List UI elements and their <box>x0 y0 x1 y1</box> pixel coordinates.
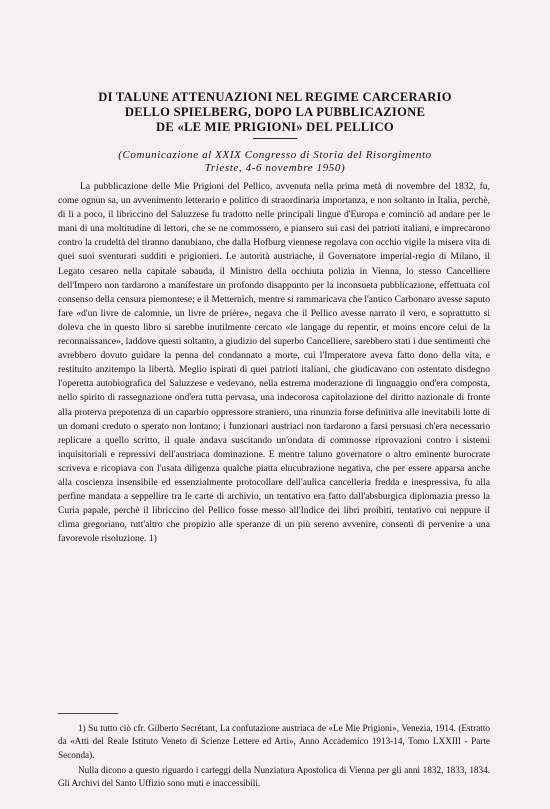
footnote-divider <box>58 713 118 714</box>
footnote-2: Nulla dicono a questo riguardo i carteggi della Nunziatura Apostolica di Vienna per gli anni 1832, 1833, 1834. Gli Archivi del Santo Uffizio sono muti e inaccessibili. <box>58 764 490 789</box>
footnotes-block <box>58 722 490 790</box>
subtitle-line-2: Trieste, 4-6 novembre 1950) <box>204 162 346 174</box>
title-line-1: DI TALUNE ATTENUAZIONI NEL REGIME CARCERARIO <box>98 90 452 104</box>
title-line-3: DE «LE MIE PRIGIONI» DEL PELLICO <box>156 120 394 134</box>
title-line-2: DELLO SPIELBERG, DOPO LA PUBBLICAZIONE <box>124 105 426 119</box>
body-text-block <box>58 180 490 546</box>
subtitle-line-1: (Comunicazione al XXIX Congresso di Storia del Risorgimento <box>118 149 432 161</box>
body-paragraph: La pubblicazione delle Mie Prigioni del Pellico, avvenuta nella prima metà di novembre del 1832, fu, come ognun sa, un avvenimento letterario e politico di straordinaria importanza, e non soltanto in Italia, perchè, di lì a poco, il libriccino del Saluzzese fu tradotto nelle principali lingue d'Europa e cominciò ad andare per le mani di una moltitudine di lettori, che se ne commossero, e piansero sui casi dei patrioti italiani, e imprecarono contro la crudeltà del tiranno danubiano, che dalla Hofburg viennese regolava con occhio vigile la misera vita di quei suoi sventurati sudditi e prigionieri. Le autorità austriache, il Governatore imperial-regio di Milano, il Legato cesareo nella capitale sabauda, il Ministro della occhiuta polizia in Vienna, lo stesso Cancelliere dell'Impero non tardarono a manifestare un profondo disappunto per la inconsueta pubblicazione, effettuata col consenso della censura piemontese; e il Metternich, mentre si rammaricava che l'antico Carbonaro avesse saputo fare «d'un livre de calomnie, un livre de prière», negava che il Pellico avesse narrato il vero, e soprattutto si doleva che in questo libro si sarebbe inutilmente cercato «le langage du repentir, et moins encore celui de la reconnaissance», laddove questi soltanto, a giudizio del superbo Cancelliere, sarebbero stati i due sentimenti che avrebbero dovuto guidare la penna del condannato a morte, cui l'Imperatore aveva fatto dono della vita, e restituito anzitempo la libertà. Meglio ispirati di quei patrioti italiani, che giudicavano con ostentato disdegno l'operetta autobiografica del Saluzzese e vedevano, nella estrema moderazione di linguaggio ond'era composta, nello spirito di rassegnazione ond'era tutta pervasa, una indecorosa capitolazione del diritto nazionale di fronte alla proterva prepotenza di un caparbio oppressore straniero, una rinunzia forse definitiva alle inevitabili lotte di un domani creduto o sperato non lontano; i funzionari austriaci non tardarono a farsi persuasi ch'era necessario replicare a quello scritto, il quale andava suscitando un'ondata di commosse riprovazioni contro i sistemi inquisitoriali e repressivi dell'austriaca dominazione. E mentre taluno governatore o altro eminente burocrate scriveva e ricopiava con l'usata diligenza qualche piatta elucubrazione negativa, che per essere apparsa anche alla coscienza insensibile ed essenzialmente protocollare dell'aulica cancelleria fredda e inespressiva, fu alla perfine mandata a seppellire tra le carte di archivio, un tentativo era fatto dall'absburgica diplomazia presso la Curia papale, perchè il libriccino del Pellico fosse messo all'Indice dei libri proibiti, tentativo cui neppure il clima gregoriano, tutt'altro che propizio alle speranze di un più sereno avvenire, consentì di pervenire a una favorevole risoluzione. 1) <box>58 181 490 545</box>
footnote-1: 1) Su tutto ciò cfr. Gilberto Secrétant, La confutazione austriaca de «Le Mie Prigioni», Venezia, 1914. (Estratto da «Atti del Reale Istituto Veneto di Scienze Lettere ed Arti», Anno Accademico 1913-14, Tomo LXXIII - Parte Seconda). <box>58 723 490 760</box>
title-divider <box>253 138 297 139</box>
